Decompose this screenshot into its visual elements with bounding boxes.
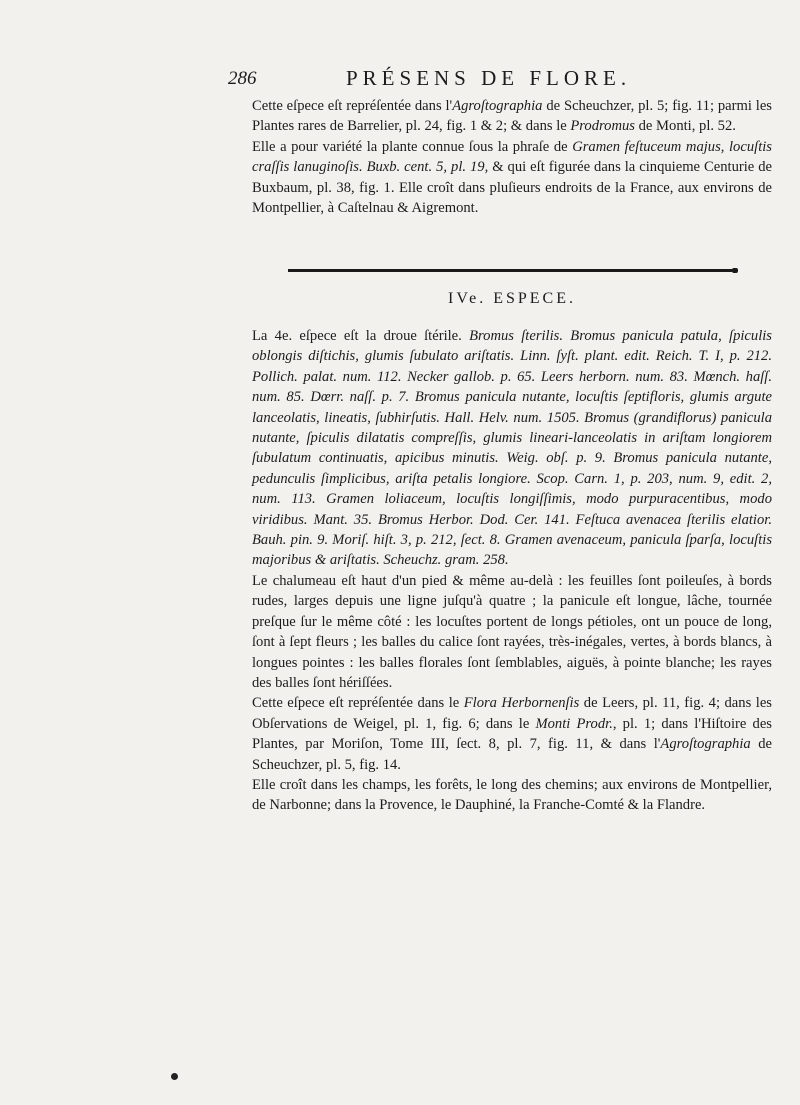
text-run: La 4e. eſpece eſt la droue ſtérile. [252,328,470,344]
text-run: de Scheuchzer, pl. 5; fig. 11; parmi les Plantes rares de Barrelier, pl. 24, fig. 1 & 2; & dans le [252,98,772,135]
text-run-italic: Gramen feſtuceum majus, locuſtis craſſis lanuginoſis. Buxb. cent. 5, pl. 19, [252,138,772,176]
text-run: Cette eſpece eſt repréſentée dans l' [252,98,453,114]
section-divider [288,269,732,272]
paragraph-figures [252,693,772,775]
paragraph-variety [252,137,772,219]
paragraph-habitat: Elle croît dans les champs, les forêts, le long des chemins; aux environs de Montpellier, de Narbonne; dans la Provence, le Dauphiné, la Franche-Comté & la Flandre. [252,776,772,814]
page-header [228,66,788,92]
text-run: de Monti, pl. 52. [634,118,736,135]
ink-dot [171,1073,178,1080]
text-run-italic: Agroſtographia [452,98,543,114]
text-run: Elle a pour variété la plante connue ſous la phraſe de [252,138,573,155]
page-number: 286 [228,68,257,89]
section-heading: IVe. ESPECE. [448,290,576,307]
text-block-top [252,96,772,218]
paragraph-description: Le chalumeau eſt haut d'un pied & même au-delà : les feuilles ſont poileuſes, à bords rudes, larges depuis une ligne juſqu'à quatre ; la panicule eſt longue, lâche, tournée preſque ſur le même côté : les locuſtes portent de longs pétioles, ont un pouce de long, ſont à ſept fleurs ; les balles du calice ſont rayées, très-inégales, vertes, à bords blancs, à longues pointes : les balles florales ſont ſemblables, aiguës, à pointe blanche; les rayes des balles ſont hériſſées. [252,572,772,691]
text-run-italic: Prodromus [570,118,635,135]
text-run: , pl. 1; dans l'Hiſtoire des Plantes, par Moriſon, Tome III, ſect. 8, pl. 7, fig. 11, & dans l' [252,715,772,753]
paragraph-synonymy [252,326,772,571]
text-run: Cette eſpece eſt repréſentée dans le [252,695,464,712]
paragraph-illustrations [252,96,772,137]
text-run-italic: Agroſtographia [660,736,751,753]
text-run-italic: Flora Herbornenſis [463,695,580,712]
running-title: PRÉSENS DE FLORE. [346,66,632,90]
text-run: & qui eſt figurée dans la cinquieme Centurie de Buxbaum, pl. 38, fig. 1. Elle croît dans pluſieurs endroits de la France, aux environs de Montpellier, à Caſtelnau & Aigremont. [252,159,773,217]
text-block-main [252,326,772,816]
text-run-italic: Monti Prodr. [535,715,613,732]
text-run: de Leers, pl. 11, fig. 4; dans les Obſervations de Weigel, pl. 1, fig. 6; dans le [252,695,772,732]
text-run: de Scheuchzer, pl. 5, fig. 14. [252,736,772,773]
text-run-italic: Bromus ſterilis. Bromus panicula patula, ſpiculis oblongis diſtichis, glumis ſubulato ariſtatis. Linn. ſyſt. plant. edit. Reich. T. I, p. 212. Pollich. palat. num. 112. Necker gallob. p. 65. Leers herborn. num. 83. Mœnch. haſſ. num. 85. Dœrr. naſſ. p. 7. Bromus panicula nutante, locuſtis ſeptifloris, glumis argute lanceolatis, lineatis, ſubhirſutis. Hall. Helv. num. 1505. Bromus (grandiflorus) panicula nutante, ſpiculis dilatatis compreſſis, glumis lineari-lanceolatis in ariſtam longiorem ſubulatum continuatis, apicibus minutis. Weig. obſ. p. 9. Bromus panicula nutante, pedunculis ſimplicibus, ariſta petalis longiore. Scop. Carn. 1, p. 203, num. 9, edit. 2, num. 113. Gramen loliaceum, locuſtis longiſſimis, modo purpuracentibus, modo viridibus. Mant. 35. Bromus Herbor. Dod. Cer. 141. Feſtuca avenacea ſterilis elatior. Bauh. pin. 9. Moriſ. hiſt. 3, p. 212, ſect. 8. Gramen avenaceum, panicula ſparſa, locuſtis majoribus & ariſtatis. Scheuchz. gram. 258. [252,328,772,569]
